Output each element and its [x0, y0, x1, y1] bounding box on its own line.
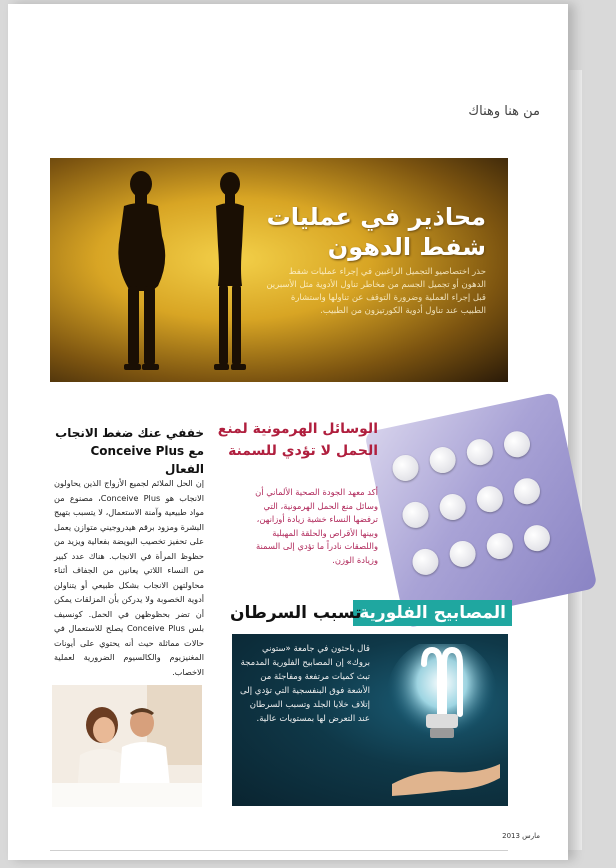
pill-blister-pack	[364, 392, 597, 628]
pill	[484, 531, 515, 562]
silhouette-overweight-icon	[106, 166, 176, 376]
fluorescent-bulb-icon	[382, 644, 502, 804]
pill	[410, 546, 441, 577]
pill	[464, 437, 495, 468]
silhouette-slim-icon	[200, 166, 260, 376]
lamp-title-rest: تسبب السرطان	[230, 603, 362, 623]
pill	[400, 499, 431, 530]
section-title: من هنا وهناك	[468, 104, 540, 119]
lamp-article-body: قال باحثون في جامعة «ستوني بروك» إن المصابيح الفلورية المدمجة تبث كميات مرتفعة ومفاجئة من الأشعة فوق البنفسجية التي تؤدي إلى إتلاف خلايا الجلد وتسبب السرطان عند التعرض لها بمستويات عالية.	[240, 644, 370, 724]
footer-divider	[50, 850, 508, 851]
couple-illustration-icon	[52, 685, 202, 807]
hero-banner	[50, 158, 508, 382]
pill	[502, 429, 533, 460]
pill	[522, 523, 553, 554]
lamp-title-highlight: المصابيح الفلورية	[353, 600, 512, 626]
left-article-title: خففي عنك ضغط الانجاب مع Conceive Plus الفعال	[55, 426, 204, 476]
hero-title: محاذير في عمليات شفط الدهون	[266, 203, 486, 261]
pill	[390, 453, 421, 484]
lamp-article-box	[232, 634, 508, 806]
hero-text: حذر اختصاصيو التجميل الراغبين في إجراء عمليات شفط الدهون أو تجميل الجسم من مخاطر تناول الأدوية مثل الأسبرين قبل إجراء العملية وضرورة التوقف عن تناولها واستشارة الطبيب عند تناول أدوية الكورتيزون من الطبيب.	[266, 267, 486, 316]
pill	[427, 445, 458, 476]
page-footer-issue: مارس 2013	[502, 832, 540, 840]
pill	[512, 476, 543, 507]
pill	[474, 484, 505, 515]
pill	[437, 492, 468, 523]
couple-photo	[52, 685, 202, 807]
pill	[447, 539, 478, 570]
lamp-article-title	[224, 598, 512, 628]
middle-article-title: الوسائل الهرمونية لمنع الحمل لا تؤدي للسمنة	[217, 421, 378, 459]
middle-article-body: أكد معهد الجودة الصحية الألماني أن وسائل منع الحمل الهرمونية، التي ترفضها النساء خشية زيادة أوزانهن، وبينها الأقراص والحلقة المهبلية واللصقات نادراً ما تؤدي إلى السمنة وزيادة الوزن.	[255, 487, 378, 565]
left-article-body: إن الحل الملائم لجميع الأزواج الذين يحاولون الانجاب هو Conceive Plus، مصنوع من مواد طبيعية وآمنة الاستعمال، لا يتسبب بتهيج البشرة ومزود برقم هيدروجيني متوازن يعمل على تحفيز تخصيب البويضة بفعالية ويزيد من حظوظ المرأة في الانجاب. هناك عدد كبير من النساء اللاتي يعانين من الجفاف أثناء محاولتهن الانجاب بشكل طبيعي أو يتناولن أدوية الخصوبة ولا يدركن بأن المزلقات يمكن أن تضر بحظوظهن في الحمل. كونسيف بلس Conceive Plus يصلح للاستعمال في حالات مماثلة حيث أنه يحتوي على أيونات المغنيزيوم والكالسيوم الضرورية لعملية الاخصاب.	[54, 478, 204, 677]
